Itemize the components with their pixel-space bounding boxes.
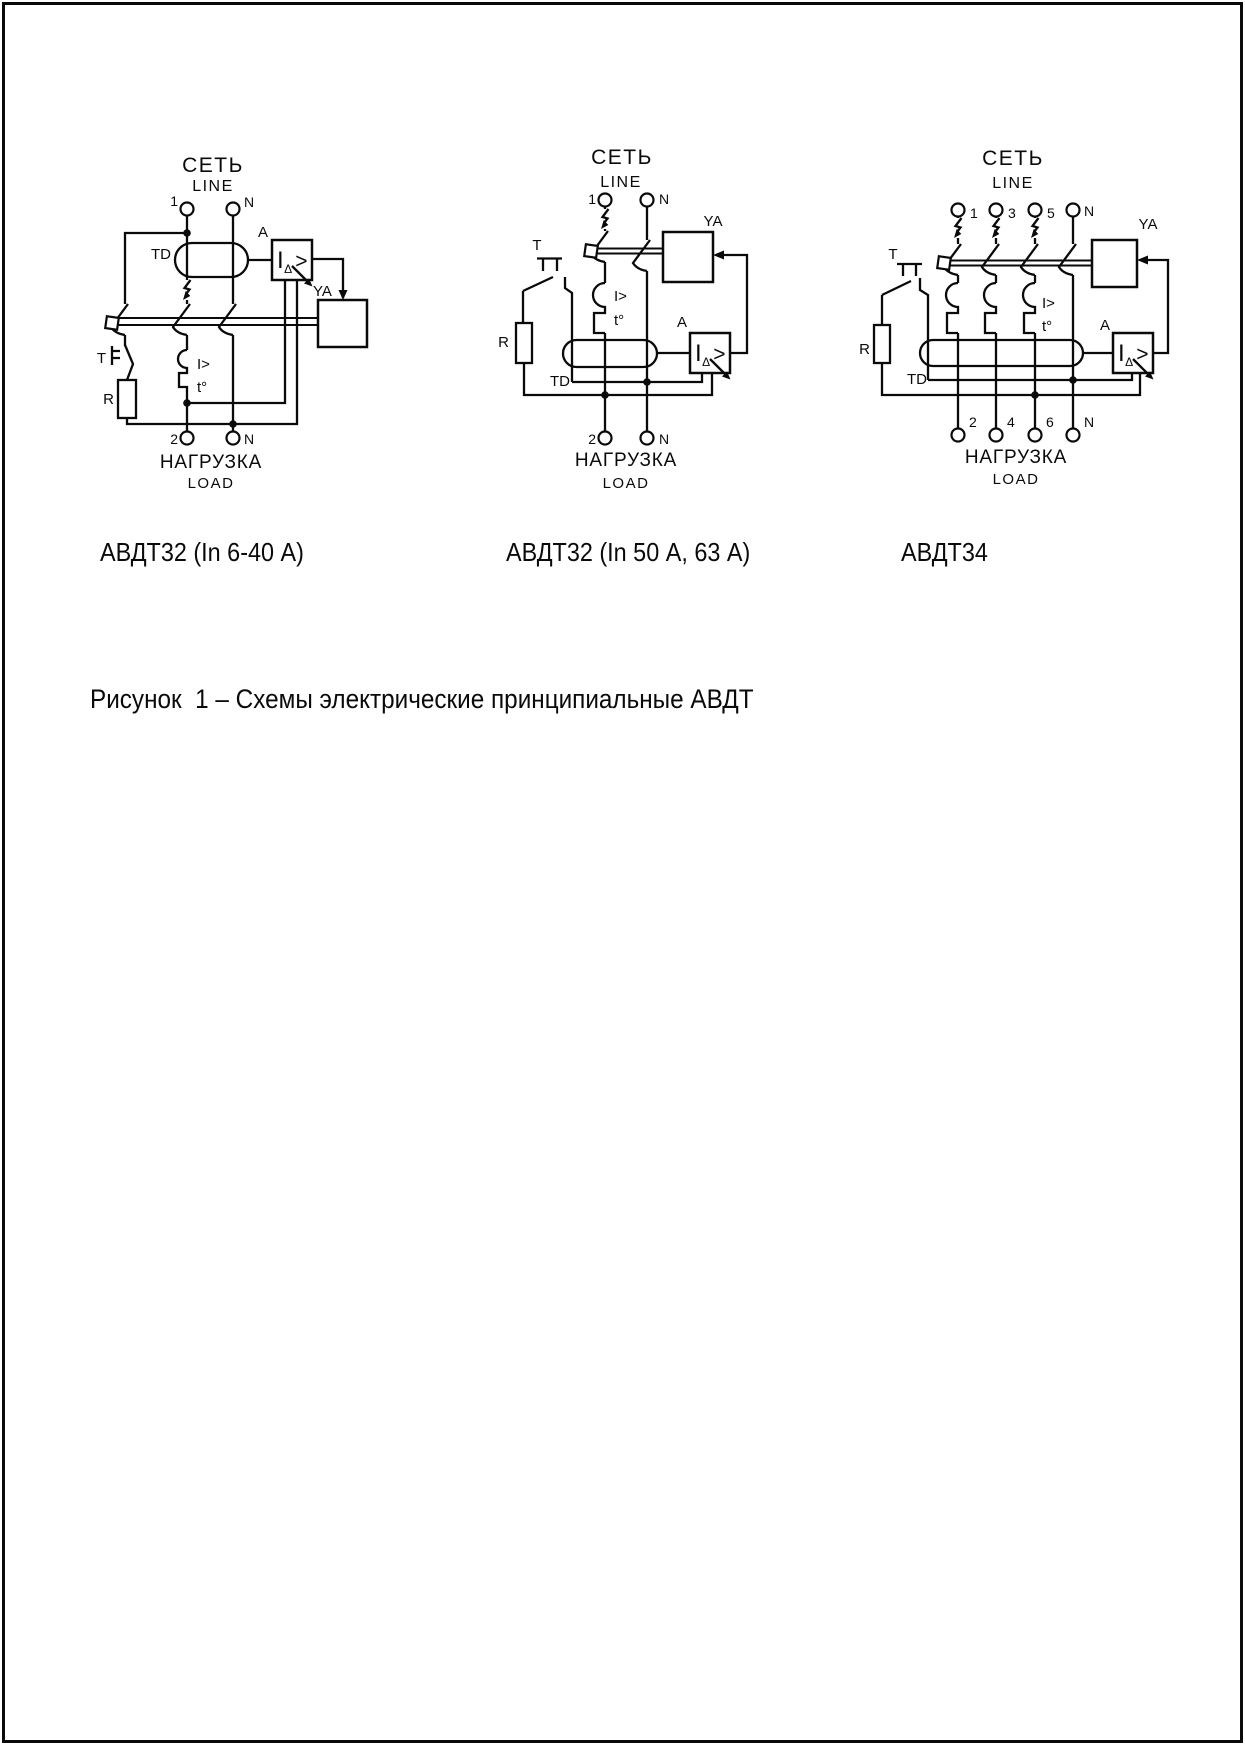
overcurrent-label: I> <box>614 288 627 305</box>
terminal-label-2: 2 <box>969 414 977 430</box>
ya-solenoid-box <box>318 300 367 347</box>
test-label: T <box>532 237 542 254</box>
terminal-label-n-top: N <box>659 191 670 207</box>
terminal-label-n-top: N <box>244 194 255 210</box>
net-label: СЕТЬ <box>591 146 653 169</box>
terminal-label-2: 2 <box>588 431 596 447</box>
load-ru-label: НАГРУЗКА <box>574 450 678 471</box>
terminal-label-n-top: N <box>1084 203 1095 219</box>
test-label: T <box>888 246 898 263</box>
diagram-avdt34 <box>859 147 1168 488</box>
differential-relay-box <box>690 333 731 380</box>
line-label: LINE <box>192 178 234 195</box>
thermal-label: t° <box>1042 318 1053 335</box>
ya-solenoid-box <box>663 232 713 282</box>
overcurrent-label: I> <box>197 356 210 373</box>
terminal-label-6: 6 <box>1046 414 1054 430</box>
relay-a-label: A <box>257 224 269 241</box>
ya-label: YA <box>1138 216 1158 233</box>
terminal-label-1: 1 <box>170 193 178 209</box>
current-transformer-toroid <box>563 340 657 367</box>
terminal-label-1: 1 <box>970 205 978 221</box>
ya-solenoid-box <box>1092 240 1137 287</box>
load-ru-label: НАГРУЗКА <box>964 447 1068 468</box>
terminal-label-2: 2 <box>170 431 178 447</box>
figure-caption: Рисунок 1 – Схемы электрические принципиальные АВДТ <box>90 684 754 714</box>
net-label: СЕТЬ <box>982 147 1044 170</box>
differential-relay-box <box>1113 333 1154 380</box>
figure-1-schematics: $I_\Delta$ > СЕТЬ LINE 1 N TD A YA T R I> t° 2 N НАГРУЗКА LOAD СЕТЬ LINE 1 N T R I> t° A YA TD 2 N НАГРУЗКА LOAD СЕТЬ LINE 1 3 5 N T R I> t° A YA TD 2 4 6 N НАГРУЗКА LOAD <box>0 0 1245 520</box>
terminal-label-n-bottom: N <box>1084 414 1095 430</box>
ya-arrowhead-icon <box>1137 256 1148 265</box>
load-en-label: LOAD <box>187 475 235 492</box>
test-resistor <box>118 380 136 418</box>
thermal-label: t° <box>197 379 208 396</box>
line-label: LINE <box>992 175 1034 192</box>
terminal-label-1: 1 <box>588 191 596 207</box>
load-en-label: LOAD <box>992 471 1040 488</box>
ya-arrowhead-icon <box>713 251 724 260</box>
td-label: TD <box>550 373 570 390</box>
diagram-avdt32-50-63 <box>498 146 747 492</box>
ya-arrowhead-icon <box>339 290 348 300</box>
net-label: СЕТЬ <box>182 154 244 177</box>
differential-relay-box <box>272 240 313 287</box>
overcurrent-label: I> <box>1042 295 1055 312</box>
td-label: TD <box>907 371 927 388</box>
caption-avdt32-6-40: АВДТ32 (In 6-40 А) <box>100 537 304 567</box>
terminal-label-n-bottom: N <box>659 431 670 447</box>
resistor-label: R <box>859 341 870 358</box>
terminal-label-n-bottom: N <box>244 431 255 447</box>
resistor-label: R <box>498 334 509 351</box>
test-resistor <box>874 325 890 363</box>
caption-avdt34: АВДТ34 <box>901 537 988 567</box>
caption-avdt32-50-63: АВДТ32 (In 50 А, 63 А) <box>506 537 751 567</box>
terminal-label-5: 5 <box>1047 205 1055 221</box>
ya-label: YA <box>703 213 723 230</box>
terminal-label-3: 3 <box>1008 205 1016 221</box>
current-transformer-toroid <box>920 340 1083 366</box>
thermal-label: t° <box>614 312 625 329</box>
load-ru-label: НАГРУЗКА <box>159 452 263 473</box>
line-label: LINE <box>600 174 642 191</box>
relay-a-label: A <box>1099 317 1111 334</box>
terminal-label-4: 4 <box>1007 414 1015 430</box>
load-en-label: LOAD <box>602 475 650 492</box>
ya-label: YA <box>313 283 332 300</box>
diagram-avdt32-6-40 <box>97 154 367 492</box>
relay-a-label: A <box>676 314 688 331</box>
test-label: T <box>96 350 106 367</box>
test-resistor <box>516 323 532 363</box>
td-label: TD <box>151 246 171 263</box>
resistor-label: R <box>103 391 114 408</box>
